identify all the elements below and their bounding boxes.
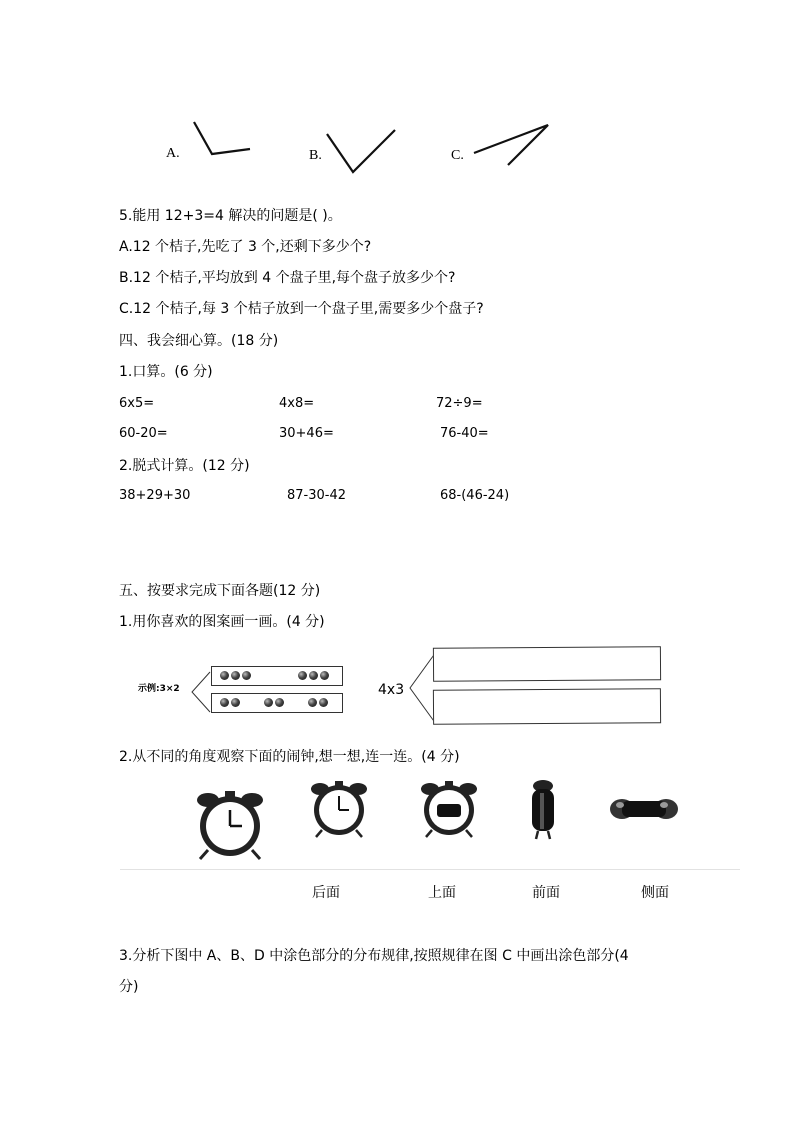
section4-title: 四、我会细心算。(18 分): [119, 333, 279, 349]
stepwise-calc-item: 38+29+30: [119, 488, 191, 503]
divider: [120, 869, 740, 870]
oral-calc-item: 6x5=: [119, 396, 155, 411]
drawing-box-2[interactable]: [433, 688, 661, 725]
oral-calc-item: 60-20=: [119, 426, 168, 441]
view-label-back: 后面: [312, 885, 340, 901]
apple-icon: [309, 671, 318, 680]
example-row: [211, 666, 343, 686]
apple-icon: [320, 671, 329, 680]
apple-icon: [231, 671, 240, 680]
example-row: [211, 693, 343, 713]
view-label-top: 上面: [428, 885, 456, 901]
oral-calc-item: 30+46=: [279, 426, 334, 441]
q5-option-a: A.12 个桔子,先吃了 3 个,还剩下多少个?: [119, 239, 372, 255]
bracket-icon: [190, 670, 212, 714]
oral-calc-item: 72÷9=: [436, 396, 483, 411]
apple-icon: [242, 671, 251, 680]
view-label-side: 侧面: [641, 885, 669, 901]
q5-stem: 5.能用 12+3=4 解决的问题是( )。: [119, 208, 342, 224]
apple-icon: [231, 698, 240, 707]
alarm-clock-front-icon: [190, 788, 270, 860]
apple-icon: [220, 671, 229, 680]
oral-calc-item: 76-40=: [440, 426, 489, 441]
apple-icon: [220, 698, 229, 707]
stepwise-calc-item: 68-(46-24): [440, 488, 510, 503]
alarm-clock-side-icon: [528, 779, 558, 841]
drawing-box-1[interactable]: [433, 646, 661, 682]
q5-option-c: C.12 个桔子,每 3 个桔子放到一个盘子里,需要多少个盘子?: [119, 301, 484, 317]
apple-icon: [308, 698, 317, 707]
oral-calc-item: 4x8=: [279, 396, 315, 411]
alarm-clock-front-small-icon: [306, 779, 372, 839]
pattern-question-title: 1.用你喜欢的图案画一画。(4 分): [119, 614, 325, 630]
section5-title: 五、按要求完成下面各题(12 分): [119, 583, 321, 599]
option-b-label: B.: [309, 148, 322, 163]
stepwise-calc-title: 2.脱式计算。(12 分): [119, 458, 250, 474]
obtuse-angle-icon: [190, 118, 254, 160]
alarm-clock-top-icon: [608, 795, 680, 823]
view-label-front: 前面: [532, 885, 560, 901]
apple-icon: [319, 698, 328, 707]
q5-option-b: B.12 个桔子,平均放到 4 个盘子里,每个盘子放多少个?: [119, 270, 456, 286]
shading-question-title-cont: 分): [119, 979, 139, 995]
alarm-clock-back-icon: [416, 779, 482, 839]
shading-question-title: 3.分析下图中 A、B、D 中涂色部分的分布规律,按照规律在图 C 中画出涂色部分(4: [119, 948, 629, 964]
narrow-acute-angle-icon: [472, 121, 554, 167]
oral-calc-title: 1.口算。(6 分): [119, 364, 213, 380]
option-c-label: C.: [451, 148, 464, 163]
apple-icon: [298, 671, 307, 680]
stepwise-calc-item: 87-30-42: [287, 488, 347, 503]
apple-icon: [264, 698, 273, 707]
task-label: 4x3: [378, 682, 405, 698]
clock-question-title: 2.从不同的角度观察下面的闹钟,想一想,连一连。(4 分): [119, 749, 460, 765]
option-a-label: A.: [166, 146, 180, 161]
apple-icon: [275, 698, 284, 707]
acute-angle-icon: [323, 126, 399, 176]
example-label: 示例:3×2: [138, 684, 180, 694]
